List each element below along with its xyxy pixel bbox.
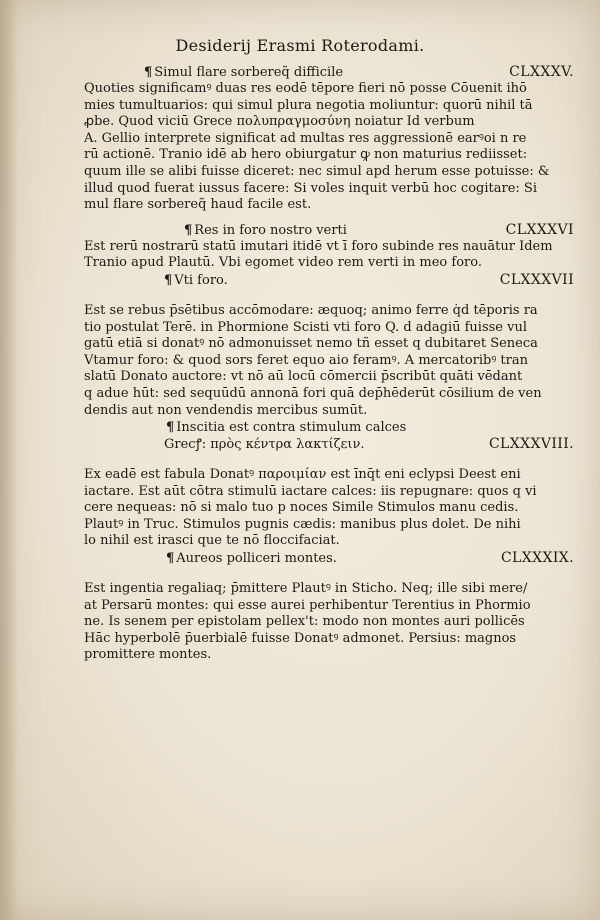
adage-entry [84, 550, 574, 664]
text-line: rū actionē. Tranio idē ab hero obiurgatur ꝙ non maturius rediisset: [84, 147, 528, 163]
text-line: promittere montes. [84, 647, 212, 663]
text-line: ꝓbe. Quod viciū Grece πολυπραγμοσύνη noiatur Id verbum [84, 114, 475, 130]
text-line: slatū Donato auctore: vt nō aū locū cōmercii p̄scribūt quāti vēdant [84, 369, 523, 385]
text-line: A. Gellio interprete significat ad multas res aggressionē earꝰoi n re [84, 130, 527, 146]
adage-title-text: Res in foro nostro verti [194, 222, 347, 238]
text-line: Est rerū nostrarū statū imutari itidē vt ī foro subinde res nauātur Idem [84, 238, 553, 254]
text-line: Ex eadē est fabula Donatꝰ παροιμίαν est īnq̄t eni eclypsi Deest eni [84, 467, 521, 483]
text-line: Quoties significamꝰ duas res eodē tēpore fieri nō posse Cōuenit ihō [84, 81, 527, 96]
adage-heading [84, 272, 574, 289]
pilcrow-icon: ¶ [164, 272, 173, 288]
adage-number: CLXXXVII [499, 271, 574, 288]
text-line: Est se rebus p̄sētibus accōmodare: æquoq; animo ferre q̇d tēporis ra [84, 302, 538, 318]
text-line: iactare. Est aūt cōtra stimulū iactare calces: iis repugnare: quos q vi [84, 483, 537, 499]
adage-entry [84, 222, 574, 272]
adage-greek-subtitle: Grecꝭ: πρὸς κέντρα λακτίζειν. [164, 437, 365, 453]
text-line: Plautꝰ in Truc. Stimulos pugnis cædis: manibus plus dolet. De nihi [84, 516, 521, 532]
adage-title [184, 222, 506, 239]
adage-title-text: Inscitia est contra stimulum calces [176, 420, 407, 436]
adage-title [166, 419, 574, 436]
text-line: ne. Is senem per epistolam pellex't: modo non montes auri pollicēs [84, 614, 525, 630]
text-line: lo nihil est irasci que te nō floccifaciat. [84, 533, 340, 549]
text-line: mies tumultuarios: qui simul plura negotia moliuntur: quorū nihil tā [84, 97, 533, 113]
adage-entry [84, 272, 574, 419]
text-line: Tranio apud Plautū. Vbi egomet video rem verti in meo foro. [84, 255, 482, 271]
adage-title [164, 272, 500, 289]
text-line: at Persarū montes: qui esse aurei perhibentur Terentius in Phormio [84, 597, 531, 613]
adage-subheading [84, 436, 574, 453]
adage-title-text: Simul flare sorbereq̃ difficile [154, 65, 344, 80]
text-line: cere nequeas: nō si malo tuo p noces Simile Stimulos manu cedis. [84, 500, 519, 516]
adage-heading [84, 64, 574, 81]
pilcrow-icon: ¶ [166, 420, 175, 436]
adage-title [144, 64, 509, 81]
adage-number: CLXXXVIII. [488, 436, 574, 453]
text-line: q adue hūt: sed sequūdū annonā fori quā dep̄hēderūt cōsilium de ven [84, 385, 542, 401]
adage-number: CLXXXVI [505, 221, 574, 238]
pilcrow-icon: ¶ [166, 551, 175, 567]
text-line: Hāc hyperbolē p̄uerbialē fuisse Donatꝰ admonet. Persius: magnos [84, 630, 517, 646]
adage-title [166, 550, 501, 567]
text-line: Est ingentia regaliaq; p̄mittere Plautꝰ in Sticho. Neq; ille sibi mere/ [84, 581, 528, 597]
adage-heading [84, 222, 574, 239]
adage-entry [84, 419, 574, 550]
adage-entry [84, 64, 574, 214]
page-gutter-shadow [0, 0, 18, 920]
adage-title-text: Vti foro. [174, 272, 228, 288]
adage-title-text: Aureos polliceri montes. [176, 551, 337, 567]
adage-number: CLXXXV. [509, 64, 574, 80]
text-line: mul flare sorbereq̃ haud facile est. [84, 197, 312, 213]
text-block [84, 64, 574, 664]
text-line: quum ille se alibi fuisse diceret: nec simul apd herum esse potuisse: & [84, 163, 550, 179]
text-line: illud quod fuerat iussus facere: Si voles inquit verbū hoc cogitare: Si [84, 180, 537, 196]
running-head: Desiderij Erasmi Roterodami. [175, 36, 425, 55]
pilcrow-icon: ¶ [184, 222, 193, 238]
text-line: Vtamur foro: & quod sors feret equo aio feramꝰ. A mercatoribꝰ tran [84, 352, 528, 368]
text-line: dendis aut non vendendis mercibus sumūt. [84, 402, 368, 418]
text-line: tio postulat Terē. in Phormione Scisti vti foro Q. d adagiū fuisse vul [84, 319, 528, 335]
pilcrow-icon: ¶ [144, 65, 153, 80]
adage-heading [84, 419, 574, 436]
adage-number: CLXXXIX. [500, 550, 574, 567]
text-line: gatū etiā si donatꝰ nō admonuisset nemo tñ esset q dubitaret Seneca [84, 336, 538, 352]
adage-heading [84, 550, 574, 567]
